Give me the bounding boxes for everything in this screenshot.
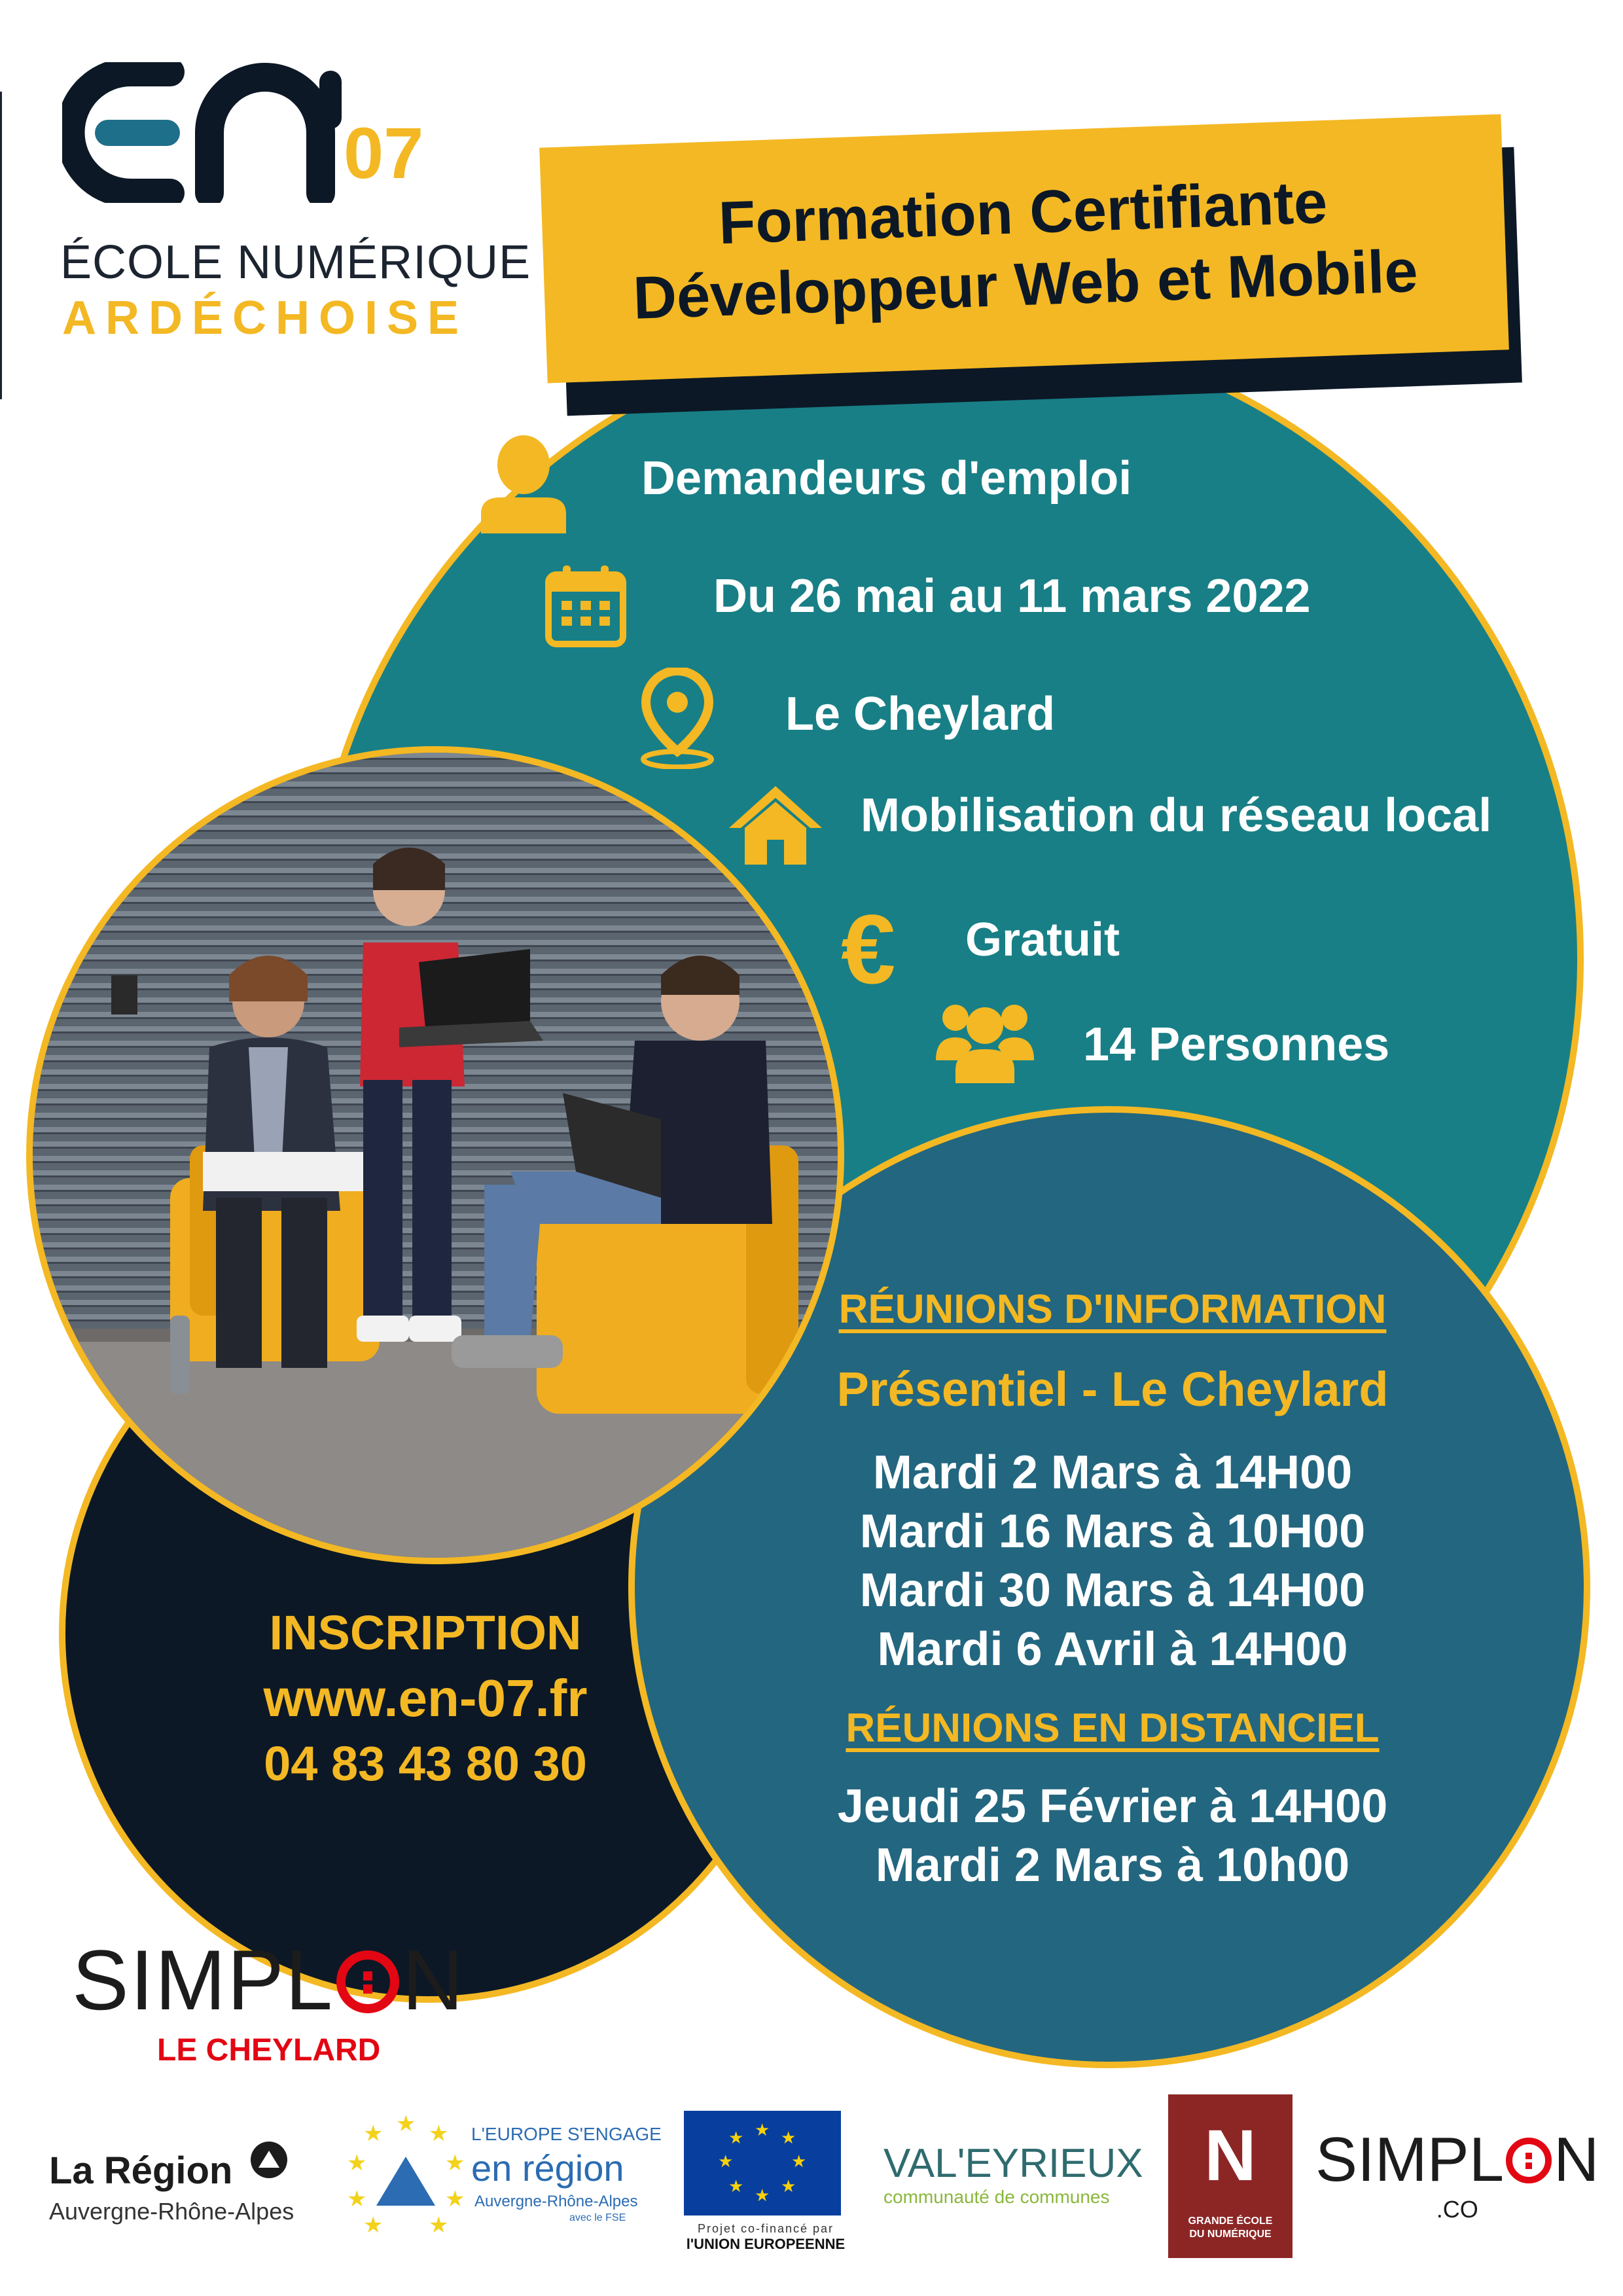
remote-meetings-heading: RÉUNIONS EN DISTANCIEL: [846, 1706, 1380, 1751]
title-line2: Développeur Web et Mobile: [632, 238, 1419, 332]
inscription-block: [196, 1600, 654, 1797]
europe-line2: en région: [471, 2147, 624, 2189]
simplon-location: LE CHEYLARD: [157, 2033, 381, 2068]
left-border-line: [0, 92, 2, 399]
onsite-date: Mardi 2 Mars à 14H00: [872, 1446, 1353, 1499]
onsite-date: Mardi 6 Avril à 14H00: [877, 1623, 1348, 1676]
europe-line4: avec le FSE: [569, 2212, 626, 2223]
europe-line1: L'EUROPE S'ENGAGE: [471, 2124, 662, 2144]
valeyrieux-subtitle: communauté de communes: [883, 2187, 1110, 2207]
simplon-logo: [72, 1931, 463, 2029]
students-photo-illustration: [33, 753, 838, 1558]
info-job-seekers: Demandeurs d'emploi: [641, 452, 1132, 505]
valeyrieux-name: VAL'EYRIEUX: [883, 2141, 1143, 2186]
inscription-phone[interactable]: 04 83 43 80 30: [264, 1736, 587, 1791]
simplon-co-sub: .CO: [1436, 2196, 1478, 2223]
info-network: Mobilisation du réseau local: [861, 789, 1492, 842]
euro-icon: €: [841, 894, 896, 1004]
region-mountain-icon: [251, 2142, 287, 2178]
simplon-brand-right: N: [402, 1932, 464, 2028]
simplon-co-right: N: [1554, 2125, 1599, 2195]
info-meetings-heading: RÉUNIONS D'INFORMATION: [838, 1287, 1387, 1332]
group-icon: [936, 998, 1034, 1083]
person-icon: [481, 435, 566, 533]
school-name-line2: ARDÉCHOISE: [62, 292, 469, 344]
onsite-date: Mardi 30 Mars à 14H00: [859, 1564, 1366, 1617]
calendar-icon: [543, 563, 628, 648]
europe-region-logo: [340, 2111, 662, 2242]
gen-caption-line2: DU NUMÉRIQUE: [1189, 2229, 1272, 2240]
region-logo: [49, 2147, 294, 2225]
simplon-brand-left: SIMPL: [72, 1932, 334, 2028]
remote-date: Mardi 2 Mars à 10h00: [875, 1839, 1350, 1892]
remote-dates-list: [668, 1777, 1558, 1895]
school-name-line1: ÉCOLE NUMÉRIQUE: [60, 236, 531, 289]
remote-date: Jeudi 25 Février à 14H00: [837, 1780, 1388, 1833]
inscription-website[interactable]: www.en-07.fr: [263, 1669, 588, 1727]
logo-number: 07: [344, 113, 424, 194]
house-icon: [726, 782, 825, 867]
simplon-o-icon: [336, 1950, 399, 2013]
region-triangle-icon: [376, 2157, 435, 2206]
en-logo-mark-icon: [62, 62, 370, 203]
simplon-co-o-icon: [1506, 2138, 1552, 2183]
info-free: Gratuit: [965, 914, 1120, 966]
simplon-co-left: SIMPL: [1315, 2125, 1505, 2195]
en07-logo: [62, 62, 468, 213]
region-subtitle: Auvergne-Rhône-Alpes: [49, 2198, 294, 2225]
inscription-label: INSCRIPTION: [269, 1605, 582, 1660]
valeyrieux-logo: [883, 2140, 1143, 2208]
onsite-date: Mardi 16 Mars à 10H00: [859, 1505, 1366, 1558]
info-capacity: 14 Personnes: [1083, 1018, 1390, 1071]
location-pin-icon: [638, 668, 717, 769]
eu-flag-icon: ★ ★ ★ ★ ★ ★ ★ ★: [684, 2111, 841, 2215]
gen-letter: N: [1204, 2115, 1257, 2196]
eu-flag-logo: [684, 2111, 847, 2253]
info-dates: Du 26 mai au 11 mars 2022: [713, 570, 1311, 622]
region-name: La Région: [49, 2149, 233, 2192]
title-line1: Formation Certifiante: [717, 168, 1329, 257]
europe-line3: Auvergne-Rhône-Alpes: [474, 2193, 638, 2210]
onsite-label: Présentiel - Le Cheylard: [836, 1362, 1389, 1416]
photo-students-circle: [26, 746, 844, 1564]
eu-caption-line2: l'UNION EUROPEENNE: [686, 2236, 846, 2252]
onsite-dates-list: [668, 1443, 1558, 1679]
gen-caption-line1: GRANDE ÉCOLE: [1188, 2215, 1273, 2227]
info-location: Le Cheylard: [785, 688, 1056, 740]
grande-ecole-numerique-logo: [1168, 2094, 1293, 2258]
eu-stars-icon: ★ ★ ★ ★ ★ ★ ★ ★ ★: [347, 2111, 465, 2238]
title-box: [539, 114, 1509, 383]
simplon-co-logo: [1315, 2124, 1599, 2223]
eu-caption-line1: Projet co-financé par: [697, 2222, 834, 2235]
